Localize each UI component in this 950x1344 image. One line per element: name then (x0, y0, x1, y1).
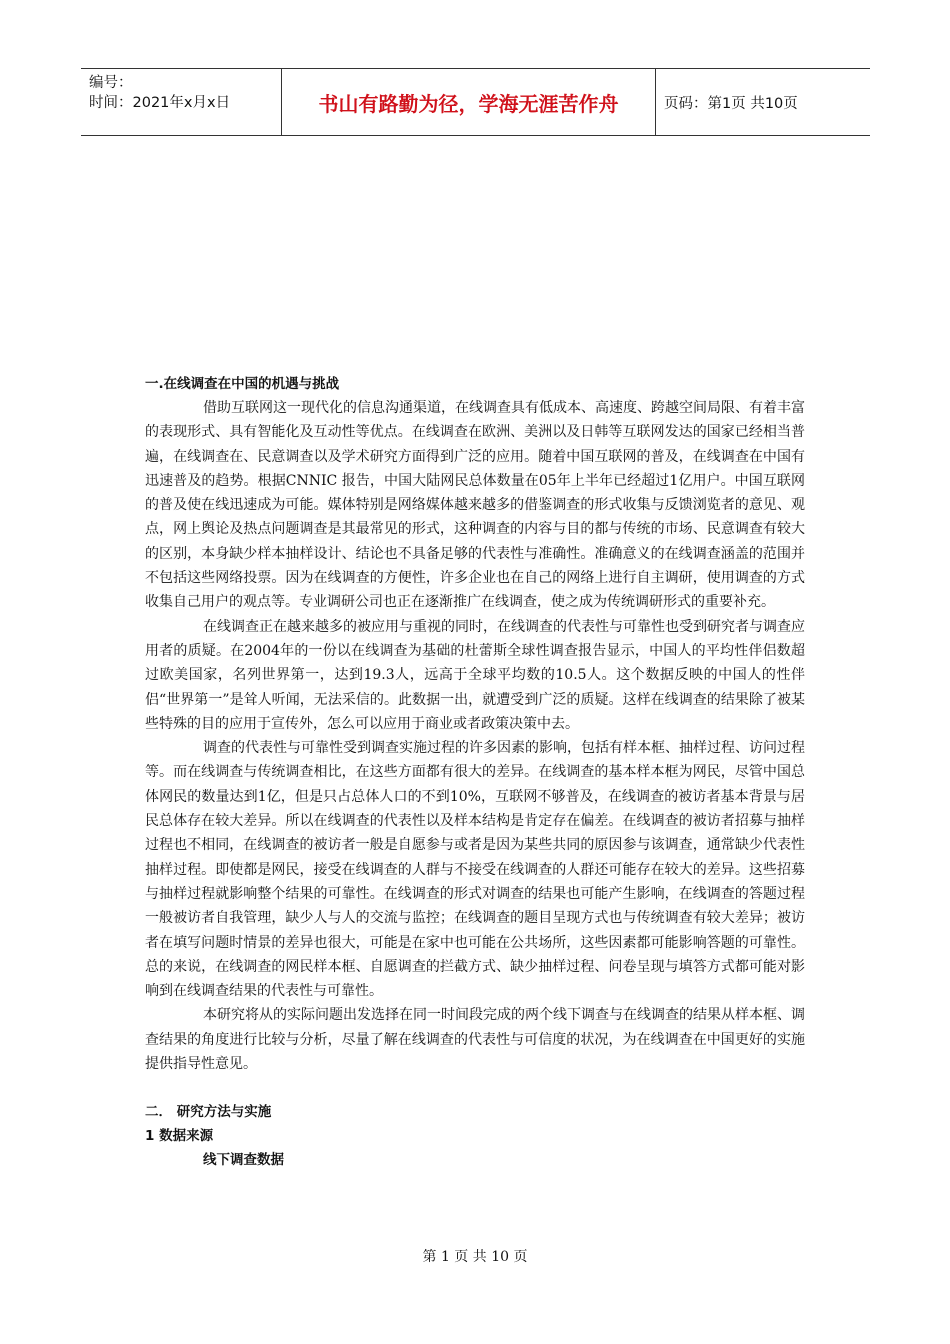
header-meta-cell (81, 69, 282, 135)
date-label: 时间：2021年x月x日 (89, 95, 231, 111)
subsection-2-1-title: 1 数据来源 (145, 1128, 214, 1145)
paragraph-3: 调查的代表性与可靠性受到调查实施过程的许多因素的影响，包括有样本框、抽样过程、访问过程等。而在线调查与传统调查相比，在这些方面都有很大的差异。在线调查的基本样本框为网民，尽管中国总体网民的数量达到1亿，但是只占总体人口的不到10%，互联网不够普及，在线调查的被访者基本背景与居民总体存在较大差异。所以在线调查的代表性以及样本结构是肯定存在偏差。在线调查的被访者招募与抽样过程也不相同，在线调查的被访者一般是自愿参与或者是因为某些共同的原因参与该调查，通常缺少代表性抽样过程。即使都是网民，接受在线调查的人群与不接受在线调查的人群还可能存在较大的差异。这些招募与抽样过程就影响整个结果的可靠性。在线调查的形式对调查的结果也可能产生影响，在线调查的答题过程一般被访者自我管理，缺少人与人的交流与监控；在线调查的题目呈现方式也与传统调查有较大差异；被访者在填写问题时情景的差异也很大，可能是在家中也可能在公共场所，这些因素都可能影响答题的可靠性。总的来说，在线调查的网民样本框、自愿调查的拦截方式、缺少抽样过程、问卷呈现与填答方式都可能对影响到在线调查结果的代表性与可靠性。 (145, 740, 805, 1000)
section-1-title: 一.在线调查在中国的机遇与挑战 (145, 376, 340, 392)
header-table (81, 68, 870, 136)
number-label: 编号： (89, 75, 133, 91)
paragraph-4: 本研究将从的实际问题出发选择在同一时间段完成的两个线下调查与在线调查的结果从样本框、调查结果的角度进行比较与分析，尽量了解在线调查的代表性与可信度的状况，为在线调查在中国更好的实施提供指导性意见。 (145, 1007, 805, 1073)
section-2-title: 二． 研究方法与实施 (145, 1104, 272, 1121)
motto-text: 书山有路勤为径，学海无涯苦作舟 (318, 91, 619, 116)
motto-cell (282, 69, 656, 135)
spacer (145, 1076, 805, 1100)
page-footer: 第 1 页 共 10 页 (422, 1249, 528, 1265)
paragraph-1: 借助互联网这一现代化的信息沟通渠道，在线调查具有低成本、高速度、跨越空间局限、有着丰富的表现形式、具有智能化及互动性等优点。在线调查在欧洲、美洲以及日韩等互联网发达的国家已经相当普遍，在线调查在、民意调查以及学术研究方面得到广泛的应用。随着中国互联网的普及，在线调查在中国有迅速普及的趋势。根据CNNIC 报告，中国大陆网民总体数量在05年上半年已经超过1亿用户。中国互联网的普及使在线迅速成为可能。媒体特别是网络媒体越来越多的借鉴调查的形式收集与反馈浏览者的意见、观点，网上舆论及热点问题调查是其最常见的形式，这种调查的内容与目的都与传统的市场、民意调查有较大的区别，本身缺少样本抽样设计、结论也不具备足够的代表性与准确性。准确意义的在线调查涵盖的范围并不包括这些网络投票。因为在线调查的方便性，许多企业也在自己的网络上进行自主调研，使用调查的方式收集自己用户的观点等。专业调研公司也正在逐渐推广在线调查，使之成为传统调研形式的重要补充。 (145, 400, 805, 611)
document-body (145, 372, 805, 1172)
subsection-2-1-1-title: 线下调查数据 (203, 1152, 284, 1169)
page-info-cell (656, 69, 870, 135)
page-info-text: 页码：第1页 共10页 (664, 95, 798, 112)
paragraph-2: 在线调查正在越来越多的被应用与重视的同时，在线调查的代表性与可靠性也受到研究者与调查应用者的质疑。在2004年的一份以在线调查为基础的杜蕾斯全球性调查报告显示，中国人的平均性伴侣数超过欧美国家，名列世界第一，达到19.3人，远高于全球平均数的10.5人。这个数据反映的中国人的性伴侣“世界第一”是耸人听闻，无法采信的。此数据一出，就遭受到广泛的质疑。这样在线调查的结果除了被某些特殊的目的应用于宣传外，怎么可以应用于商业或者政策决策中去。 (145, 618, 805, 732)
